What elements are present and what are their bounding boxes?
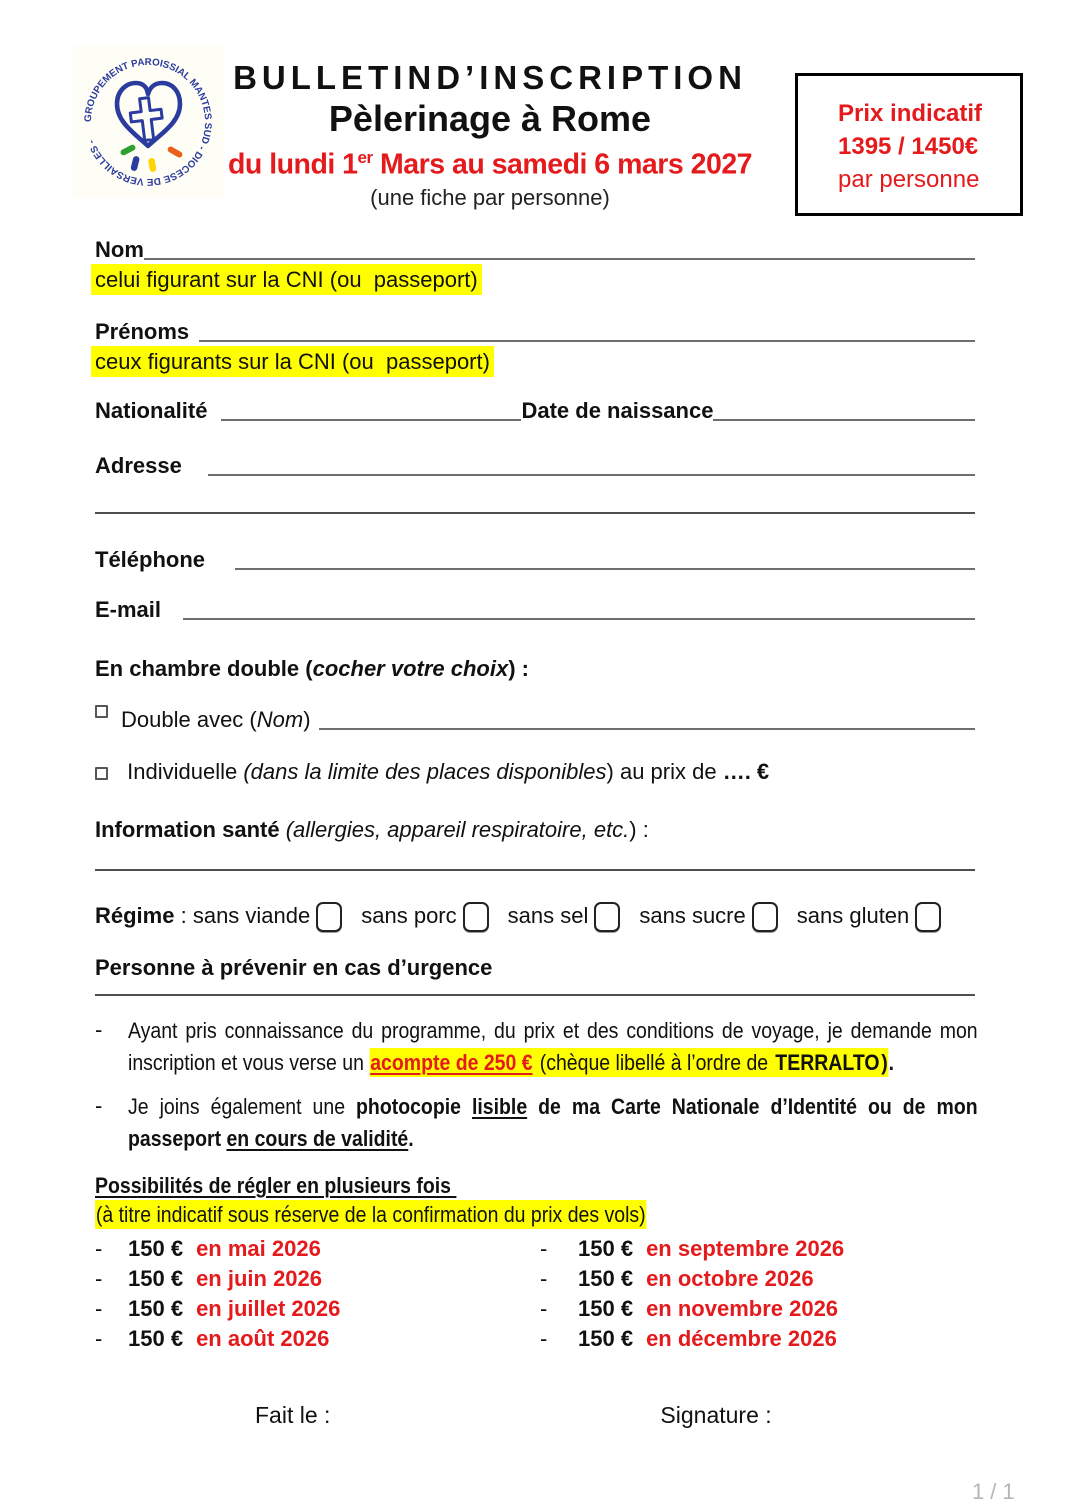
- prenoms-input-line[interactable]: [199, 317, 975, 342]
- paiement-item: - 150 € en décembre 2026: [540, 1326, 837, 1351]
- adresse-row-2: [95, 498, 975, 518]
- price-label: Prix indicatif: [838, 100, 983, 127]
- regime-option-sans-sucre: sans sucre: [639, 903, 777, 928]
- sante-heading: Information santé (allergies, appareil respiratoire, etc.) :: [95, 817, 649, 842]
- email-row: [95, 595, 975, 624]
- bullet-acompte-text: Ayant pris connaissance du programme, du prix et des conditions de voyage, je demande mon inscription et vous verse un acompte de 250 € (chèque libellé à l’ordre de TERRALTO).: [128, 1018, 978, 1075]
- sante-input-line[interactable]: [95, 851, 975, 871]
- paiement-item: - 150 € en septembre 2026: [540, 1236, 845, 1261]
- telephone-row: [95, 545, 975, 574]
- sans-gluten-checkbox[interactable]: [915, 902, 941, 932]
- double-nom-input-line[interactable]: [319, 705, 975, 730]
- signature-row: [95, 1401, 975, 1430]
- urgence-heading: Personne à prévenir en cas d’urgence: [95, 955, 493, 980]
- paiement-heading-highlight: (à titre indicatif sous réserve de la confirmation du prix des vols): [95, 1202, 646, 1227]
- paiement-item: - 150 € en juillet 2026: [95, 1296, 341, 1321]
- adresse-input-line[interactable]: [208, 451, 975, 476]
- price-value: 1395 / 1450€: [838, 133, 979, 160]
- adresse-label: Adresse: [95, 453, 182, 478]
- fait-le-label: Fait le :: [255, 1402, 331, 1428]
- bullet-photocopie: - Je joins également une photocopie lisible de ma Carte Nationale d’Identité ou de mon passeport en cours de validité.: [95, 1091, 975, 1155]
- regime-option-sans-sel: sans sel: [508, 903, 621, 928]
- bullet-photocopie-text: Je joins également une photocopie lisible de ma Carte Nationale d’Identité ou de mon passeport en cours de validité.: [128, 1094, 984, 1151]
- nom-hint-row: [91, 264, 975, 295]
- parish-logo: [72, 46, 224, 198]
- paiement-item: - 150 € en août 2026: [95, 1326, 330, 1351]
- prenoms-row: [95, 317, 975, 346]
- regime-label: Régime: [95, 903, 175, 928]
- nom-hint: celui figurant sur la CNI (ou passeport): [91, 264, 482, 295]
- prenoms-hint-row: [91, 346, 975, 377]
- paiement-item: - 150 € en juin 2026: [95, 1266, 323, 1291]
- sans-sel-checkbox[interactable]: [594, 902, 620, 932]
- paiement-item: - 150 € en novembre 2026: [540, 1296, 839, 1321]
- sante-row: [95, 851, 975, 875]
- paiement-grid: [95, 1234, 975, 1354]
- acompte-highlight: acompte de 250 €: [370, 1050, 533, 1075]
- form-dates: du lundi 1er Mars au samedi 6 mars 2027: [227, 148, 753, 181]
- form-header: [215, 58, 765, 212]
- nom-input-line[interactable]: [144, 235, 975, 260]
- chambre-double-row: [95, 705, 975, 734]
- paiement-item: - 150 € en octobre 2026: [540, 1266, 814, 1291]
- heart-icon: [117, 83, 180, 146]
- prenoms-hint: ceux figurants sur la CNI (ou passeport): [91, 346, 494, 377]
- double-option-label: Double avec (Nom): [121, 707, 311, 732]
- chambre-heading: En chambre double (cocher votre choix) :: [95, 656, 529, 681]
- telephone-label: Téléphone: [95, 547, 206, 572]
- price-unit: par personne: [838, 166, 980, 193]
- telephone-input-line[interactable]: [235, 545, 975, 570]
- paiement-item: - 150 € en mai 2026: [95, 1236, 321, 1261]
- logo-circle-text: GROUPEMENT PAROISSIAL MANTES SUD - DIOCESE DE VERSAILLES -: [82, 56, 214, 188]
- nationalite-input-line[interactable]: [221, 396, 521, 421]
- urgence-row: [95, 984, 975, 1000]
- regime-option-sans-viande: sans viande: [193, 903, 342, 928]
- sans-viande-checkbox[interactable]: [316, 902, 342, 932]
- regime-option-sans-gluten: sans gluten: [797, 903, 942, 928]
- email-input-line[interactable]: [183, 595, 975, 620]
- email-label: E-mail: [95, 597, 162, 622]
- signature-label: Signature :: [660, 1402, 772, 1428]
- double-checkbox[interactable]: [95, 705, 108, 718]
- naissance-input-line[interactable]: [713, 396, 975, 421]
- nationalite-label: Nationalité: [95, 398, 208, 423]
- naissance-label: Date de naissance: [521, 398, 714, 423]
- form-body: [95, 233, 984, 1430]
- paiement-col-left: [95, 1234, 540, 1354]
- parish-logo-graphic: [72, 46, 224, 198]
- paiement-col-right: [540, 1234, 975, 1354]
- sans-porc-checkbox[interactable]: [463, 902, 489, 932]
- adresse-row: [95, 451, 975, 480]
- nom-row: [95, 235, 975, 264]
- form-subtitle: Pèlerinage à Rome: [328, 98, 652, 139]
- nom-label: Nom: [95, 237, 144, 262]
- individuelle-checkbox[interactable]: [95, 767, 108, 780]
- prenoms-label: Prénoms: [95, 319, 190, 344]
- regime-option-sans-porc: sans porc: [361, 903, 488, 928]
- rays-icon: [120, 144, 184, 173]
- nationalite-row: [95, 396, 975, 425]
- adresse-input-line-2[interactable]: [95, 498, 975, 514]
- paiement-heading: Possibilités de régler en plusieurs fois (à titre indicatif sous réserve de la confirmation du prix des vols): [95, 1173, 646, 1227]
- page-number: 1/1: [972, 1479, 1021, 1504]
- chambre-individuelle-row: [95, 757, 975, 786]
- price-box: [795, 73, 1023, 216]
- bullet-acompte: - Ayant pris connaissance du programme, du prix et des conditions de voyage, je demande mon inscription et vous verse un acompte de 250 € (chèque libellé à l’ordre de TERRALTO).: [95, 1015, 975, 1079]
- terralto-label: TERRALTO: [775, 1050, 880, 1075]
- form-title: BULLETIND’INSCRIPTION: [233, 59, 747, 96]
- urgence-input-line[interactable]: [95, 984, 975, 996]
- individuelle-option-label: Individuelle (dans la limite des places disponibles) au prix de …. €: [127, 759, 770, 784]
- regime-row: Régime : sans viande sans porc sans sel sans sucre sans gluten: [95, 901, 975, 937]
- sans-sucre-checkbox[interactable]: [752, 902, 778, 932]
- form-note: (une fiche par personne): [370, 184, 610, 210]
